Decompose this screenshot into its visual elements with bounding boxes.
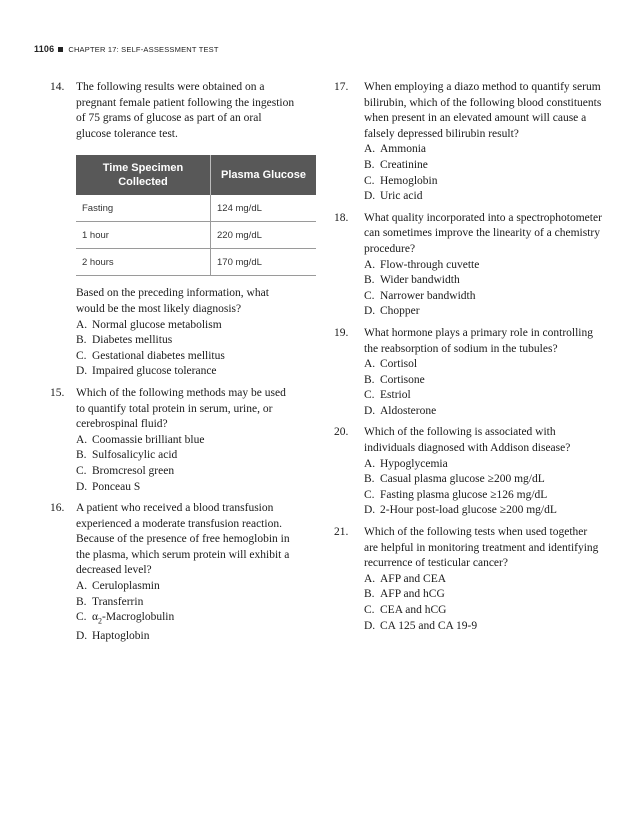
page-number: 1106 xyxy=(34,44,55,54)
option-text: Flow-through cuvette xyxy=(380,258,480,271)
question-followup: Based on the preceding information, what would be the most likely diagnosis? xyxy=(76,287,269,315)
option-d xyxy=(76,364,296,380)
option-letter: D. xyxy=(76,365,88,378)
question-number: 15. xyxy=(50,386,65,399)
option-text: Creatinine xyxy=(380,158,428,171)
option-text: Sulfosalicylic acid xyxy=(92,449,178,462)
option-letter: D. xyxy=(364,619,376,632)
option-a xyxy=(364,357,604,373)
option-text: Hemoglobin xyxy=(380,174,438,187)
option-letter: A. xyxy=(76,580,88,593)
option-c xyxy=(76,349,296,365)
option-c xyxy=(76,464,296,480)
option-c xyxy=(76,610,296,629)
option-letter: A. xyxy=(364,457,376,470)
question-stem: What hormone plays a primary role in controlling the reabsorption of sodium in the tubules? xyxy=(364,326,593,355)
option-a xyxy=(364,258,604,274)
table-row xyxy=(76,195,316,222)
question-number: 21. xyxy=(334,526,349,539)
answer-options xyxy=(364,572,604,634)
option-text: Cortisone xyxy=(380,373,425,386)
option-text: Estriol xyxy=(380,389,411,402)
answer-options xyxy=(364,357,604,419)
option-letter: D. xyxy=(76,630,88,643)
question-18 xyxy=(322,211,604,320)
alpha-subscript: 2 xyxy=(98,616,103,626)
option-letter: C. xyxy=(76,611,87,624)
question-15 xyxy=(34,386,296,495)
table-header-glucose: Plasma Glucose xyxy=(211,155,317,195)
question-17 xyxy=(322,80,604,205)
question-20 xyxy=(322,425,604,519)
option-c xyxy=(364,289,604,305)
option-a xyxy=(76,579,296,595)
table-row xyxy=(76,249,316,276)
option-letter: B. xyxy=(364,274,375,287)
option-text: Normal glucose metabolism xyxy=(92,318,222,331)
option-text: Transferrin xyxy=(92,595,144,608)
option-letter: C. xyxy=(76,464,87,477)
question-stem: When employing a diazo method to quantify serum bilirubin, which of the following blood constituents when present in an elevated amount will cause a falsely depressed bilirubin result? xyxy=(364,81,602,140)
question-stem: What quality incorporated into a spectrophotometer can sometimes improve the linearity of a chemistry procedure? xyxy=(364,211,602,255)
option-letter: B. xyxy=(364,158,375,171)
option-text: Wider bandwidth xyxy=(380,274,460,287)
page-header xyxy=(34,44,219,54)
question-number: 17. xyxy=(334,81,349,93)
question-21 xyxy=(322,525,604,634)
option-a xyxy=(364,572,604,588)
table-cell: Fasting xyxy=(76,195,211,222)
option-b xyxy=(76,333,296,349)
option-text: Casual plasma glucose ≥200 mg/dL xyxy=(380,473,545,486)
option-c xyxy=(364,388,604,404)
option-d xyxy=(76,629,296,645)
option-c xyxy=(364,488,604,504)
option-letter: C. xyxy=(364,289,375,302)
option-text: Diabetes mellitus xyxy=(92,334,173,347)
table-cell: 2 hours xyxy=(76,249,211,276)
alpha-symbol: α xyxy=(92,611,99,624)
option-text: AFP and hCG xyxy=(380,588,445,601)
question-stem: A patient who received a blood transfusion experienced a moderate transfusion reaction. Because of the presence of free hemoglobin in the plasma, which serum protein will exhibit a decreased level? xyxy=(76,502,290,577)
table-row xyxy=(76,222,316,249)
option-b xyxy=(364,273,604,289)
table-cell: 1 hour xyxy=(76,222,211,249)
question-16 xyxy=(34,501,296,645)
option-text: CA 125 and CA 19-9 xyxy=(380,619,478,632)
option-b xyxy=(76,595,296,611)
question-number: 19. xyxy=(334,326,349,339)
question-stem: Which of the following methods may be used to quantify total protein in serum, urine, or cerebrospinal fluid? xyxy=(76,386,286,431)
option-letter: B. xyxy=(76,334,87,347)
option-b xyxy=(364,587,604,603)
option-a xyxy=(364,457,604,473)
option-c xyxy=(364,174,604,190)
question-number: 16. xyxy=(50,502,65,515)
option-letter: A. xyxy=(76,433,88,446)
option-letter: C. xyxy=(364,389,375,402)
option-d xyxy=(364,189,604,205)
option-text: Ceruloplasmin xyxy=(92,580,160,593)
option-b xyxy=(364,373,604,389)
option-letter: D. xyxy=(364,305,376,318)
chapter-title: CHAPTER 17: SELF-ASSESSMENT TEST xyxy=(68,44,219,54)
glucose-results-table xyxy=(76,155,316,276)
option-text: Fasting plasma glucose ≥126 mg/dL xyxy=(380,488,548,501)
answer-options xyxy=(364,258,604,320)
option-text: Gestational diabetes mellitus xyxy=(92,349,225,362)
option-d xyxy=(364,304,604,320)
question-19 xyxy=(322,326,604,420)
square-bullet-icon xyxy=(58,47,63,52)
option-letter: A. xyxy=(364,572,376,585)
option-text: Uric acid xyxy=(380,190,423,203)
option-d xyxy=(76,480,296,496)
option-text: Narrower bandwidth xyxy=(380,289,476,302)
question-14 xyxy=(34,80,306,380)
option-letter: C. xyxy=(364,174,375,187)
option-text: -Macroglobulin xyxy=(102,611,175,624)
option-letter: A. xyxy=(364,258,376,271)
option-text: Ponceau S xyxy=(92,480,141,493)
option-text: Haptoglobin xyxy=(92,630,150,643)
question-number: 20. xyxy=(334,426,349,439)
question-number: 14. xyxy=(50,81,65,93)
question-number: 18. xyxy=(334,211,349,224)
option-letter: D. xyxy=(364,190,376,203)
option-b xyxy=(76,448,296,464)
option-text: Ammonia xyxy=(380,143,426,156)
option-text: AFP and CEA xyxy=(380,572,447,585)
option-letter: B. xyxy=(364,373,375,386)
option-text: 2-Hour post-load glucose ≥200 mg/dL xyxy=(380,504,557,517)
option-text: Aldosterone xyxy=(380,404,437,417)
option-letter: B. xyxy=(76,449,87,462)
option-letter: D. xyxy=(364,404,376,417)
option-d xyxy=(364,404,604,420)
option-letter: B. xyxy=(364,473,375,486)
answer-options xyxy=(76,318,296,380)
option-letter: A. xyxy=(76,318,88,331)
option-b xyxy=(364,158,604,174)
table-header-time: Time Specimen Collected xyxy=(76,155,211,195)
table-cell: 124 mg/dL xyxy=(211,195,317,222)
table-cell: 220 mg/dL xyxy=(211,222,317,249)
answer-options xyxy=(364,142,604,204)
option-a xyxy=(76,318,296,334)
option-letter: A. xyxy=(364,143,376,156)
option-a xyxy=(76,433,296,449)
option-d xyxy=(364,619,604,635)
option-text: Cortisol xyxy=(380,358,418,371)
option-text: Bromcresol green xyxy=(92,464,175,477)
option-text: Hypoglycemia xyxy=(380,457,448,470)
option-text: Impaired glucose tolerance xyxy=(92,365,217,378)
answer-options xyxy=(364,457,604,519)
option-text: Chopper xyxy=(380,305,420,318)
option-letter: C. xyxy=(364,488,375,501)
option-c xyxy=(364,603,604,619)
option-a xyxy=(364,142,604,158)
option-letter: C. xyxy=(364,604,375,616)
option-letter: B. xyxy=(364,588,375,601)
answer-options xyxy=(76,579,296,645)
option-d xyxy=(364,503,604,519)
option-b xyxy=(364,472,604,488)
question-stem: The following results were obtained on a pregnant female patient following the ingestion of 75 grams of glucose as part of an oral glucose tolerance test. xyxy=(76,81,295,140)
option-letter: D. xyxy=(364,504,376,517)
right-column xyxy=(322,80,604,640)
option-text: Coomassie brilliant blue xyxy=(92,433,205,446)
option-text: CEA and hCG xyxy=(380,604,447,616)
option-letter: B. xyxy=(76,595,87,608)
option-letter: A. xyxy=(364,358,376,371)
option-letter: D. xyxy=(76,480,88,493)
left-column xyxy=(34,80,306,651)
question-stem: Which of the following is associated with individuals diagnosed with Addison disease? xyxy=(364,426,571,455)
answer-options xyxy=(76,433,296,495)
option-letter: C. xyxy=(76,349,87,362)
question-stem: Which of the following tests when used together are helpful in monitoring treatment and identifying recurrence of testicular cancer? xyxy=(364,526,599,570)
table-cell: 170 mg/dL xyxy=(211,249,317,276)
